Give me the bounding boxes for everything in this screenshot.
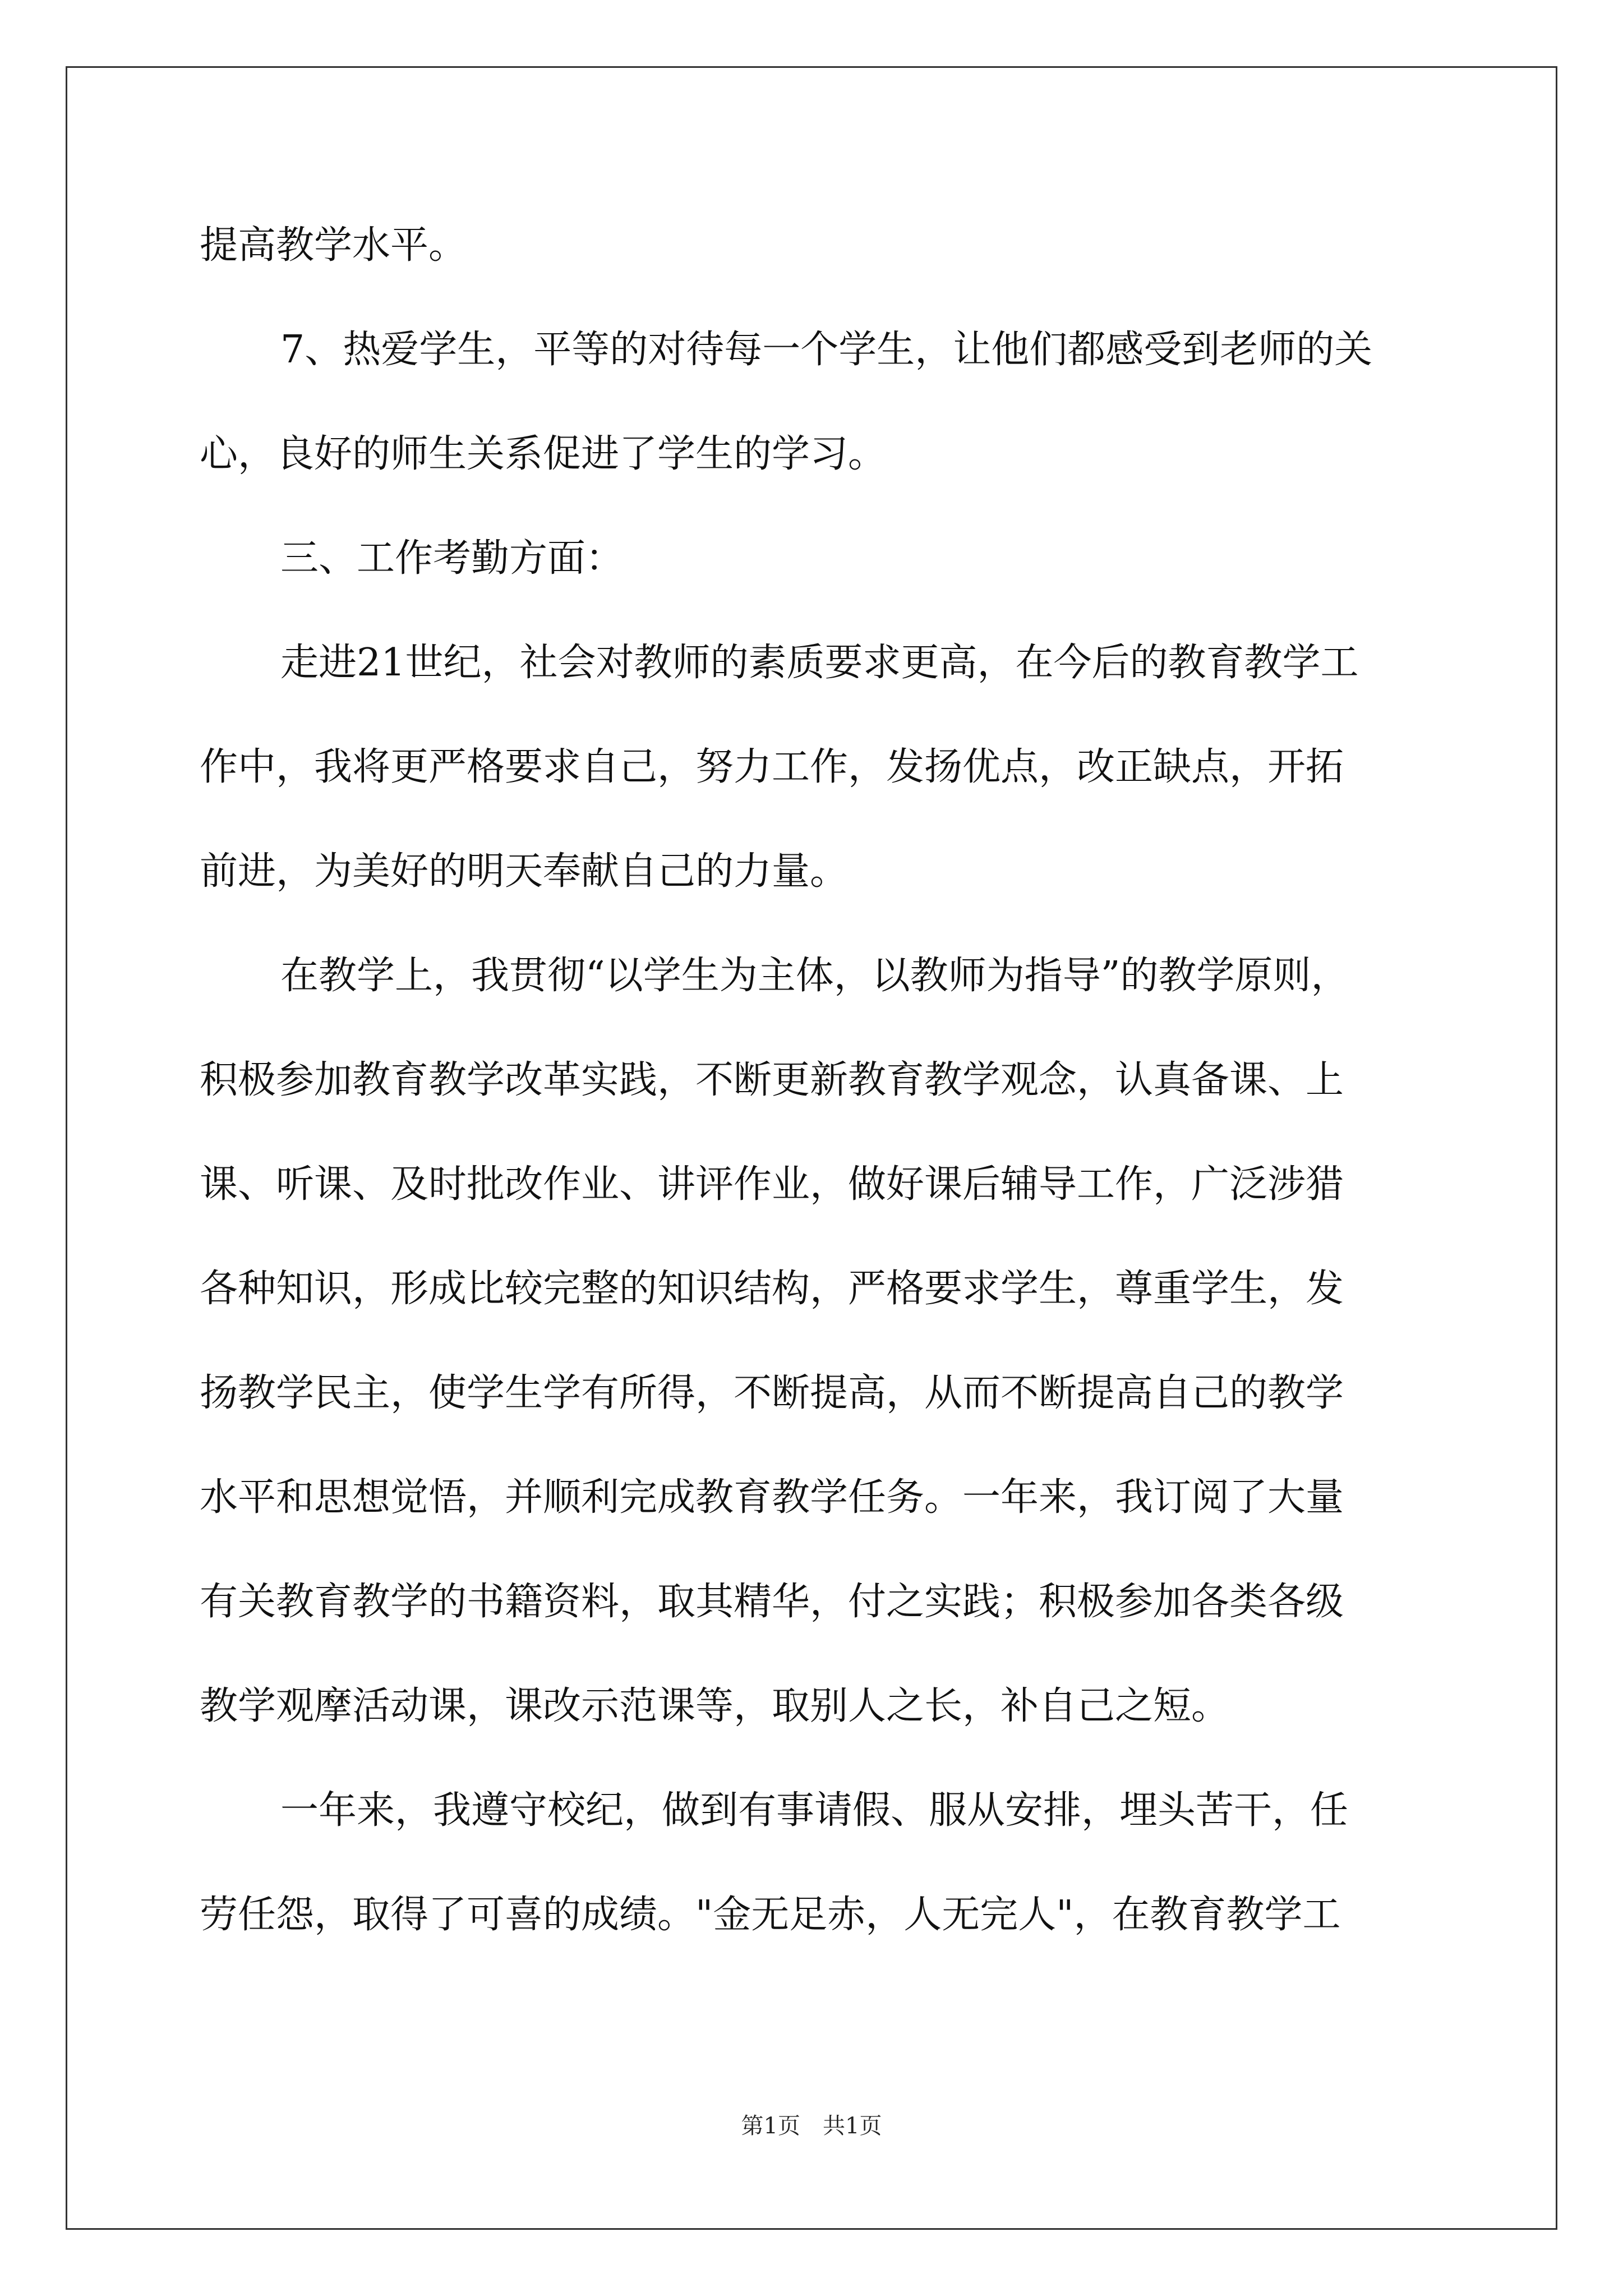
section-heading: 三、工作考勤方面： bbox=[280, 536, 624, 581]
text-line: 一年来，我遵守校纪，做到有事请假、服从安排，埋头苦干，任 bbox=[280, 1788, 1349, 1833]
text-line: 走进21世纪，社会对教师的素质要求更高，在今后的教育教学工 bbox=[280, 641, 1359, 685]
text-line: 作中，我将更严格要求自己，努力工作，发扬优点，改正缺点，开拓 bbox=[200, 745, 1344, 789]
text-line: 7、热爱学生，平等的对待每一个学生，让他们都感受到老师的关 bbox=[280, 328, 1373, 372]
page-total: 共1页 bbox=[823, 2113, 882, 2139]
text-line: 水平和思想觉悟，并顺利完成教育教学任务。一年来，我订阅了大量 bbox=[200, 1475, 1344, 1520]
page-number: 第1页 bbox=[741, 2113, 800, 2139]
text-line: 提高教学水平。 bbox=[200, 223, 467, 268]
text-line: 各种知识，形成比较完整的知识结构，严格要求学生，尊重学生，发 bbox=[200, 1267, 1344, 1311]
text-line: 课、听课、及时批改作业、讲评作业，做好课后辅导工作，广泛涉猎 bbox=[200, 1162, 1344, 1207]
text-line: 在教学上，我贯彻“以学生为主体，以教师为指导”的教学原则， bbox=[280, 954, 1349, 998]
text-line: 前进，为美好的明天奉献自己的力量。 bbox=[200, 849, 849, 894]
text-line: 扬教学民主，使学生学有所得，不断提高，从而不断提高自己的教学 bbox=[200, 1371, 1344, 1415]
page-footer bbox=[0, 2109, 1623, 2143]
text-line: 积极参加教育教学改革实践，不断更新教育教学观念，认真备课、上 bbox=[200, 1058, 1344, 1102]
text-line: 教学观摩活动课，课改示范课等，取别人之长，补自己之短。 bbox=[200, 1684, 1230, 1728]
text-line: 有关教育教学的书籍资料，取其精华，付之实践；积极参加各类各级 bbox=[200, 1580, 1344, 1624]
text-line: 心，良好的师生关系促进了学生的学习。 bbox=[200, 432, 887, 476]
text-line: 劳任怨，取得了可喜的成绩。"金无足赤，人无完人"，在教育教学工 bbox=[200, 1893, 1341, 1937]
